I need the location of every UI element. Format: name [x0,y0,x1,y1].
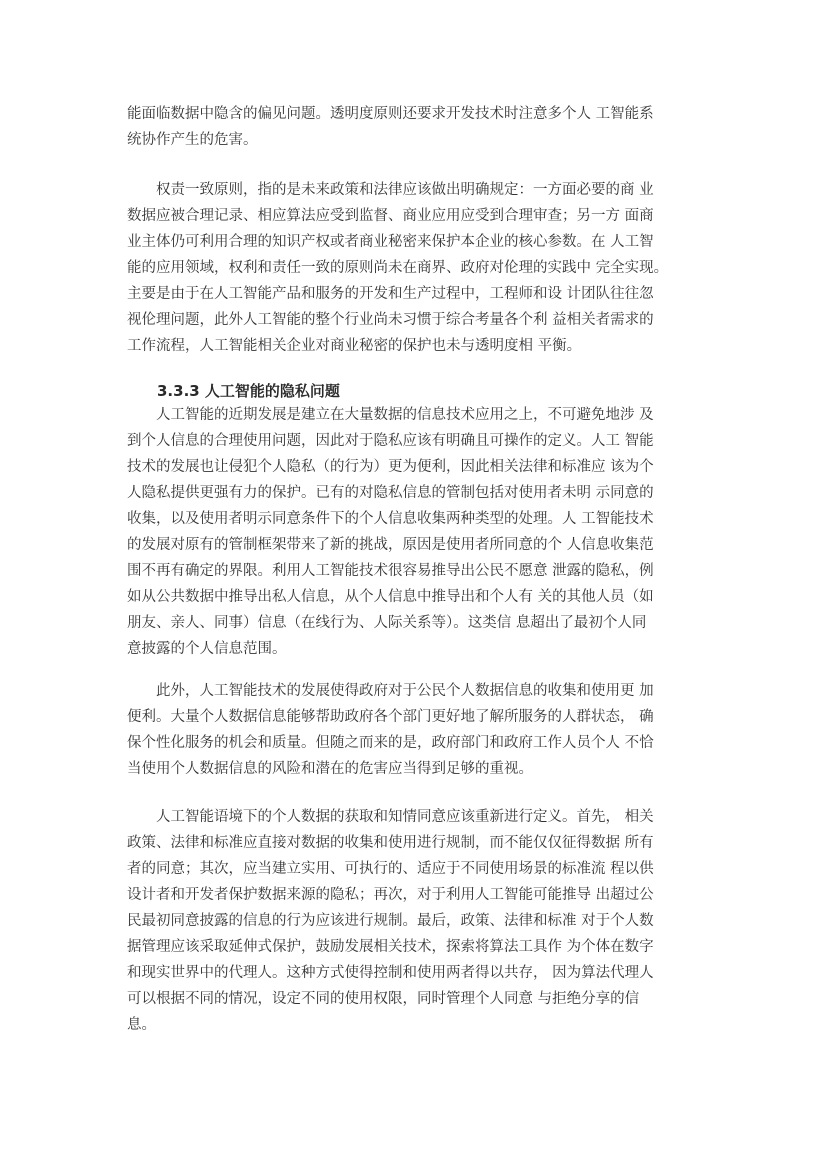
text-line: 技术的发展也让侵犯个人隐私（的行为）更为便利，因此相关法律和标准应 该为个 [127,459,654,475]
text-line: 息。 [127,1017,156,1033]
paragraph-privacy [127,402,707,662]
text-line: 可以根据不同的情况，设定不同的使用权限，同时管理个人同意 与拒绝分享的信 [127,991,640,1007]
text-line: 如从公共数据中推导出私人信息，从个人信息中推导出和个人有 关的其他人员（如 [127,589,654,605]
text-line: 便利。大量个人数据信息能够帮助政府各个部门更好地了解所服务的人群状态， 确 [127,709,654,725]
text-line: 人工智能语境下的个人数据的获取和知情同意应该重新进行定义。首先， 相关 [156,809,654,825]
text-line: 政策、法律和标准应直接对数据的收集和使用进行规制，而不能仅仅征得数据 所有 [127,835,654,851]
paragraph-consent [127,804,707,1038]
text-line: 工作流程，人工智能相关企业对商业秘密的保护也未与透明度相 平衡。 [127,338,582,354]
paragraph-transparency-end [127,101,707,153]
text-line: 统协作产生的危害。 [127,132,258,148]
text-line: 保个性化服务的机会和质量。但随之而来的是，政府部门和政府工作人员个人 不恰 [127,735,654,751]
text-line: 和现实世界中的代理人。这种方式使得控制和使用两者得以共存， 因为算法代理人 [127,965,654,981]
text-line: 围不再有确定的界限。利用人工智能技术很容易推导出公民不愿意 泄露的隐私，例 [127,563,654,579]
text-line: 视伦理问题，此外人工智能的整个行业尚未习惯于综合考量各个利 益相关者需求的 [127,312,654,328]
text-line: 人隐私提供更强有力的保护。已有的对隐私信息的管制包括对使用者未明 示同意的 [127,485,654,501]
text-line: 者的同意；其次，应当建立实用、可执行的、适应于不同使用场景的标准流 程以供 [127,861,654,877]
section-heading: 3.3.3 人工智能的隐私问题 [157,382,340,400]
paragraph-accountability [127,177,707,359]
text-line: 能面临数据中隐含的偏见问题。透明度原则还要求开发技术时注意多个人 工智能系 [127,106,654,122]
text-line: 到个人信息的合理使用问题，因此对于隐私应该有明确且可操作的定义。人工 智能 [127,433,654,449]
text-line: 业主体仍可利用合理的知识产权或者商业秘密来保护本企业的核心参数。在 人工智 [127,234,654,250]
text-line: 据管理应该采取延伸式保护，鼓励发展相关技术，探索将算法工具作 为个体在数字 [127,939,654,955]
text-line: 收集，以及使用者明示同意条件下的个人信息收集两种类型的处理。人 工智能技术 [127,511,654,527]
text-line: 能的应用领域，权利和责任一致的原则尚未在商界、政府对伦理的实践中 完全实现。 [127,260,669,276]
text-line: 意披露的个人信息范围。 [127,641,287,657]
text-line: 设计者和开发者保护数据来源的隐私；再次，对于利用人工智能可能推导 出超过公 [127,887,654,903]
paragraph-government-data [127,678,707,782]
text-line: 民最初同意披露的信息的行为应该进行规制。最后，政策、法律和标准 对于个人数 [127,913,654,929]
text-line: 人工智能的近期发展是建立在大量数据的信息技术应用之上，不可避免地涉 及 [156,407,654,423]
text-line: 的发展对原有的管制框架带来了新的挑战，原因是使用者所同意的个 人信息收集范 [127,537,654,553]
text-line: 数据应被合理记录、相应算法应受到监督、商业应用应受到合理审查；另一方 面商 [127,208,654,224]
text-line: 权责一致原则，指的是未来政策和法律应该做出明确规定：一方面必要的商 业 [156,182,654,198]
text-line: 当使用个人数据信息的风险和潜在的危害应当得到足够的重视。 [127,761,533,777]
text-line: 主要是由于在人工智能产品和服务的开发和生产过程中，工程师和设 计团队往往忽 [127,286,654,302]
text-line: 此外，人工智能技术的发展使得政府对于公民个人数据信息的收集和使用更 加 [156,683,654,699]
text-line: 朋友、亲人、同事）信息（在线行为、人际关系等）。这类信 息超出了最初个人同 [127,615,647,631]
